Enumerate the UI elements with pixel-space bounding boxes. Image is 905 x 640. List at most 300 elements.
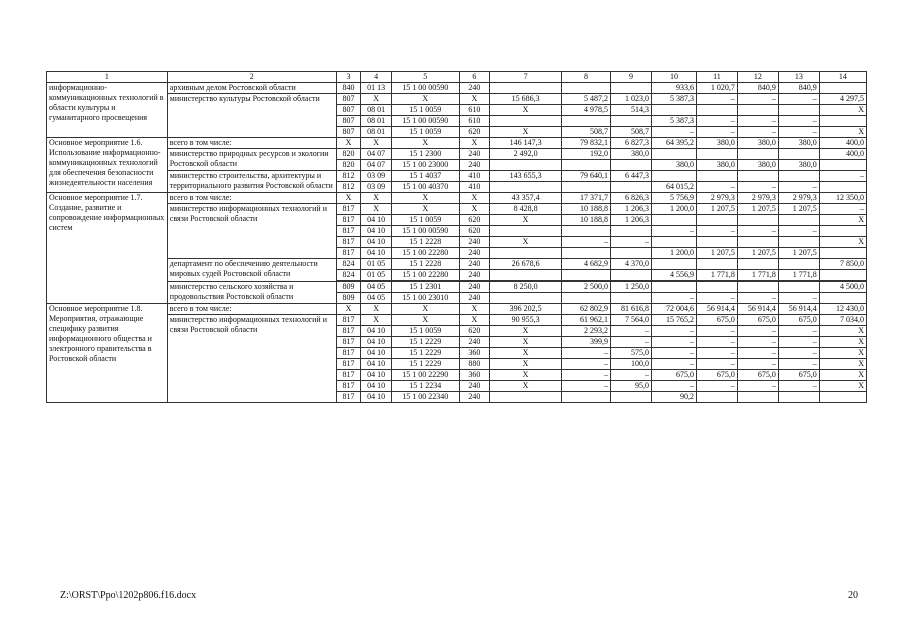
table-cell: – xyxy=(778,359,819,370)
table-cell: министерство сельского хозяйства и продовольствия Ростовской области xyxy=(167,282,336,304)
table-cell xyxy=(490,248,562,259)
table-cell: Х xyxy=(819,370,866,381)
table-cell xyxy=(778,282,819,293)
table-cell: 15 1 2301 xyxy=(391,282,459,293)
table-cell: Х xyxy=(490,381,562,392)
table-cell xyxy=(819,116,866,127)
table-cell: 03 09 xyxy=(361,182,392,193)
table-cell: 1 207,5 xyxy=(737,204,778,215)
table-cell xyxy=(490,83,562,94)
table-cell: 1 206,3 xyxy=(611,204,652,215)
table-cell: 240 xyxy=(459,248,490,259)
table-cell xyxy=(778,259,819,270)
table-cell: – xyxy=(737,116,778,127)
table-cell: – xyxy=(737,293,778,304)
table-cell xyxy=(737,171,778,182)
table-cell: Х xyxy=(459,315,490,326)
table-cell: 7 564,0 xyxy=(611,315,652,326)
table-cell xyxy=(696,171,737,182)
table-cell: Х xyxy=(391,304,459,315)
table-cell: 675,0 xyxy=(696,315,737,326)
table-cell xyxy=(561,116,610,127)
table-cell xyxy=(611,392,652,403)
table-cell: 610 xyxy=(459,116,490,127)
table-cell: 508,7 xyxy=(561,127,610,138)
table-cell: – xyxy=(737,348,778,359)
table-cell: 15 1 00 22340 xyxy=(391,392,459,403)
header-cell: 6 xyxy=(459,72,490,83)
table-cell: 240 xyxy=(459,160,490,171)
table-cell xyxy=(819,392,866,403)
table-cell: 72 004,6 xyxy=(651,304,696,315)
header-cell: 5 xyxy=(391,72,459,83)
table-row xyxy=(47,282,867,293)
table-cell: 15 1 2229 xyxy=(391,337,459,348)
table-cell xyxy=(490,116,562,127)
table-cell xyxy=(611,293,652,304)
table-cell: – xyxy=(737,337,778,348)
table-cell: – xyxy=(651,381,696,392)
table-cell: 90 955,3 xyxy=(490,315,562,326)
table-cell: Х xyxy=(391,193,459,204)
table-cell: 04 10 xyxy=(361,381,392,392)
header-cell: 10 xyxy=(651,72,696,83)
table-cell: 04 07 xyxy=(361,149,392,160)
table-cell: всего в том числе: xyxy=(167,193,336,204)
table-cell: 192,0 xyxy=(561,149,610,160)
table-cell: 820 xyxy=(336,160,361,171)
table-cell: – xyxy=(651,348,696,359)
table-cell: 15 1 2234 xyxy=(391,381,459,392)
table-cell xyxy=(778,215,819,226)
table-cell: Х xyxy=(819,348,866,359)
table-row xyxy=(47,304,867,315)
table-cell xyxy=(561,270,610,281)
table-cell: Х xyxy=(819,381,866,392)
header-row xyxy=(47,72,867,83)
table-cell: – xyxy=(611,237,652,248)
table-cell: 396 202,5 xyxy=(490,304,562,315)
table-cell: – xyxy=(778,293,819,304)
table-cell: – xyxy=(819,171,866,182)
table-cell: 817 xyxy=(336,237,361,248)
table-cell: 5 387,3 xyxy=(651,94,696,105)
table-cell xyxy=(651,105,696,116)
header-cell: 14 xyxy=(819,72,866,83)
table-cell: 4 682,9 xyxy=(561,259,610,270)
table-cell xyxy=(696,215,737,226)
table-cell: 56 914,4 xyxy=(737,304,778,315)
table-cell: Основное мероприятие 1.7. Создание, развитие и сопровождение информационных систем xyxy=(47,193,168,304)
table-cell xyxy=(490,392,562,403)
table-cell: 03 09 xyxy=(361,171,392,182)
table-cell: 08 01 xyxy=(361,127,392,138)
table-cell: – xyxy=(696,359,737,370)
table-cell: 08 01 xyxy=(361,116,392,127)
table-cell: – xyxy=(737,226,778,237)
table-cell xyxy=(561,83,610,94)
table-cell xyxy=(819,160,866,171)
table-cell: 812 xyxy=(336,182,361,193)
table-cell: – xyxy=(561,359,610,370)
table-cell: 1 200,0 xyxy=(651,204,696,215)
table-cell: 240 xyxy=(459,83,490,94)
table-cell: департамент по обеспечению деятельности мировых судей Ростовской области xyxy=(167,259,336,282)
table-cell: 79 832,1 xyxy=(561,138,610,149)
table-cell: 817 xyxy=(336,337,361,348)
table-cell: 410 xyxy=(459,171,490,182)
table-cell: 15 1 00 00590 xyxy=(391,226,459,237)
table-cell: 817 xyxy=(336,248,361,259)
table-cell: 90,2 xyxy=(651,392,696,403)
table-cell: – xyxy=(611,337,652,348)
table-cell: 410 xyxy=(459,182,490,193)
table-cell xyxy=(819,270,866,281)
table-cell: 1 771,8 xyxy=(696,270,737,281)
table-cell: 17 371,7 xyxy=(561,193,610,204)
table-cell: 8 428,8 xyxy=(490,204,562,215)
table-cell: 2 979,3 xyxy=(778,193,819,204)
table-cell: 15 1 00 22290 xyxy=(391,370,459,381)
table-cell: 240 xyxy=(459,282,490,293)
table-cell: 15 1 00 00590 xyxy=(391,116,459,127)
table-cell: 807 xyxy=(336,116,361,127)
table-cell: 840,9 xyxy=(737,83,778,94)
table-cell: – xyxy=(778,182,819,193)
table-cell xyxy=(819,293,866,304)
table-cell: 4 370,0 xyxy=(611,259,652,270)
table-cell: – xyxy=(819,204,866,215)
table-cell: 675,0 xyxy=(778,315,819,326)
table-cell: 380,0 xyxy=(696,138,737,149)
table-cell xyxy=(696,237,737,248)
table-cell: 4 500,0 xyxy=(819,282,866,293)
table-cell: 7 034,0 xyxy=(819,315,866,326)
table-cell: 817 xyxy=(336,204,361,215)
table-cell: Х xyxy=(391,204,459,215)
table-cell xyxy=(651,237,696,248)
table-cell: 04 10 xyxy=(361,215,392,226)
table-row xyxy=(47,315,867,326)
table-cell: 1 771,8 xyxy=(778,270,819,281)
table-cell: 1 207,5 xyxy=(778,248,819,259)
table-cell: Х xyxy=(459,193,490,204)
table-cell: 6 826,3 xyxy=(611,193,652,204)
table-cell: 64 015,2 xyxy=(651,182,696,193)
table-cell: 5 387,3 xyxy=(651,116,696,127)
header-cell: 2 xyxy=(167,72,336,83)
table-cell: Х xyxy=(490,127,562,138)
table-cell: – xyxy=(778,337,819,348)
table-cell: 840 xyxy=(336,83,361,94)
table-cell: – xyxy=(696,94,737,105)
table-cell: 62 802,9 xyxy=(561,304,610,315)
table-cell: 26 678,6 xyxy=(490,259,562,270)
table-cell: 240 xyxy=(459,337,490,348)
table-cell: Х xyxy=(490,370,562,381)
table-row xyxy=(47,94,867,105)
table-cell: Основное мероприятие 1.8. Мероприятия, отражающие специфику развития информационного общества и электронного правительства в Ростовской области xyxy=(47,304,168,403)
table-cell xyxy=(490,270,562,281)
table-cell: 817 xyxy=(336,326,361,337)
table-cell xyxy=(737,105,778,116)
table-cell: 933,6 xyxy=(651,83,696,94)
table-cell xyxy=(561,248,610,259)
table-cell: Х xyxy=(819,337,866,348)
table-cell: Х xyxy=(490,348,562,359)
table-cell: 380,0 xyxy=(611,149,652,160)
table-cell: 675,0 xyxy=(737,315,778,326)
table-cell: 380,0 xyxy=(737,138,778,149)
table-cell xyxy=(651,215,696,226)
table-cell: 675,0 xyxy=(737,370,778,381)
table-cell: – xyxy=(696,116,737,127)
table-cell xyxy=(561,226,610,237)
table-cell: – xyxy=(778,127,819,138)
table-cell: 1 250,0 xyxy=(611,282,652,293)
table-cell: Х xyxy=(336,193,361,204)
table-cell: 15 765,2 xyxy=(651,315,696,326)
table-cell: Х xyxy=(336,138,361,149)
table-cell xyxy=(696,105,737,116)
table-cell: 2 979,3 xyxy=(696,193,737,204)
table-cell: 04 10 xyxy=(361,337,392,348)
table-cell: 4 297,5 xyxy=(819,94,866,105)
table-cell xyxy=(490,293,562,304)
table-cell: 824 xyxy=(336,270,361,281)
table-cell: Х xyxy=(819,359,866,370)
table-cell: – xyxy=(696,182,737,193)
table-body xyxy=(47,72,867,403)
table-cell: 1 207,5 xyxy=(737,248,778,259)
table-cell xyxy=(651,149,696,160)
table-cell xyxy=(561,182,610,193)
table-cell: 8 250,0 xyxy=(490,282,562,293)
table-cell: 81 616,8 xyxy=(611,304,652,315)
table-cell: 15 1 2229 xyxy=(391,348,459,359)
table-cell: 360 xyxy=(459,370,490,381)
table-cell xyxy=(737,149,778,160)
table-cell: Х xyxy=(459,204,490,215)
header-cell: 11 xyxy=(696,72,737,83)
table-cell: 380,0 xyxy=(696,160,737,171)
table-cell: 817 xyxy=(336,359,361,370)
table-cell: 04 10 xyxy=(361,226,392,237)
table-cell: 514,3 xyxy=(611,105,652,116)
table-cell: – xyxy=(696,337,737,348)
table-cell: 1 207,5 xyxy=(696,204,737,215)
table-row xyxy=(47,204,867,215)
table-cell xyxy=(737,215,778,226)
table-cell: 10 188,8 xyxy=(561,215,610,226)
table-cell: 15 1 2228 xyxy=(391,237,459,248)
table-row xyxy=(47,171,867,182)
table-cell: – xyxy=(651,127,696,138)
table-cell: 812 xyxy=(336,171,361,182)
table-cell: 04 05 xyxy=(361,293,392,304)
table-cell xyxy=(490,226,562,237)
table-cell: 56 914,4 xyxy=(778,304,819,315)
table-cell: Х xyxy=(361,315,392,326)
table-cell: 809 xyxy=(336,293,361,304)
table-cell xyxy=(778,105,819,116)
table-cell: Х xyxy=(819,105,866,116)
table-cell: – xyxy=(696,226,737,237)
table-cell xyxy=(490,160,562,171)
table-cell: 15 1 00 22280 xyxy=(391,270,459,281)
table-cell: 675,0 xyxy=(651,370,696,381)
table-cell xyxy=(778,237,819,248)
table-cell: 15 1 00 22280 xyxy=(391,248,459,259)
table-cell: 15 1 2300 xyxy=(391,149,459,160)
table-cell: 12 350,0 xyxy=(819,193,866,204)
table-cell: – xyxy=(778,94,819,105)
table-cell xyxy=(819,182,866,193)
table-cell xyxy=(611,248,652,259)
table-cell: 15 1 0059 xyxy=(391,326,459,337)
table-cell: 1 207,5 xyxy=(696,248,737,259)
table-cell: Х xyxy=(361,193,392,204)
table-cell: 2 500,0 xyxy=(561,282,610,293)
table-cell: информационно-коммуникационных технологий в области культуры и гуманитарного просвещения xyxy=(47,83,168,138)
table-cell: 15 1 2228 xyxy=(391,259,459,270)
table-cell: Х xyxy=(361,138,392,149)
table-cell: – xyxy=(611,326,652,337)
table-cell: 15 1 4037 xyxy=(391,171,459,182)
table-cell: – xyxy=(737,94,778,105)
footer-file-path: Z:\ORST\Ppo\1202p806.f16.docx xyxy=(60,590,197,601)
table-cell: 840,9 xyxy=(778,83,819,94)
table-cell xyxy=(651,171,696,182)
table-cell: всего в том числе: xyxy=(167,138,336,149)
table-cell xyxy=(737,237,778,248)
table-cell: Х xyxy=(819,237,866,248)
table-cell: 04 05 xyxy=(361,282,392,293)
table-cell: 807 xyxy=(336,105,361,116)
table-cell: 04 10 xyxy=(361,359,392,370)
table-cell: – xyxy=(611,370,652,381)
table-cell: 1 023,0 xyxy=(611,94,652,105)
table-cell: – xyxy=(651,293,696,304)
table-cell: Х xyxy=(490,359,562,370)
table-cell: 817 xyxy=(336,370,361,381)
table-cell: 240 xyxy=(459,392,490,403)
table-cell: 01 05 xyxy=(361,270,392,281)
table-cell: 4 556,9 xyxy=(651,270,696,281)
header-cell: 7 xyxy=(490,72,562,83)
table-cell: 04 10 xyxy=(361,326,392,337)
table-cell: 240 xyxy=(459,270,490,281)
header-cell: 9 xyxy=(611,72,652,83)
table-cell: Х xyxy=(391,138,459,149)
table-cell: – xyxy=(651,359,696,370)
header-cell: 12 xyxy=(737,72,778,83)
table-cell: 15 1 0059 xyxy=(391,105,459,116)
table-cell: Х xyxy=(361,204,392,215)
table-cell: Х xyxy=(361,304,392,315)
table-cell: Х xyxy=(490,237,562,248)
table-cell xyxy=(651,259,696,270)
table-cell: 15 686,3 xyxy=(490,94,562,105)
table-cell xyxy=(611,160,652,171)
table-cell: – xyxy=(651,337,696,348)
table-cell: 807 xyxy=(336,127,361,138)
table-cell: Х xyxy=(361,94,392,105)
table-cell: 380,0 xyxy=(778,138,819,149)
table-cell: 399,9 xyxy=(561,337,610,348)
table-cell: Х xyxy=(391,315,459,326)
table-cell: – xyxy=(696,293,737,304)
table-cell xyxy=(611,182,652,193)
table-cell: 04 10 xyxy=(361,392,392,403)
table-cell: министерство информационных технологий и связи Ростовской области xyxy=(167,315,336,403)
table-cell: 15 1 00 23010 xyxy=(391,293,459,304)
table-cell: 817 xyxy=(336,226,361,237)
table-cell: – xyxy=(778,381,819,392)
table-row xyxy=(47,83,867,94)
table-cell: 380,0 xyxy=(778,160,819,171)
table-cell: министерство культуры Ростовской области xyxy=(167,94,336,138)
table-cell: Х xyxy=(459,94,490,105)
table-cell: – xyxy=(651,326,696,337)
table-cell: 1 771,8 xyxy=(737,270,778,281)
table-cell: 620 xyxy=(459,226,490,237)
table-cell: 15 1 0059 xyxy=(391,127,459,138)
table-cell: Х xyxy=(391,94,459,105)
table-cell: 400,0 xyxy=(819,149,866,160)
table-cell: 817 xyxy=(336,215,361,226)
table-cell xyxy=(696,259,737,270)
table-cell xyxy=(737,392,778,403)
table-cell: 6 447,3 xyxy=(611,171,652,182)
table-cell: 620 xyxy=(459,326,490,337)
table-cell xyxy=(737,259,778,270)
table-cell xyxy=(561,293,610,304)
table-cell: – xyxy=(651,226,696,237)
header-cell: 8 xyxy=(561,72,610,83)
table-cell: 240 xyxy=(459,259,490,270)
table-cell: 380,0 xyxy=(737,160,778,171)
table-cell: 610 xyxy=(459,105,490,116)
table-cell: 04 10 xyxy=(361,248,392,259)
header-cell: 3 xyxy=(336,72,361,83)
table-cell: Х xyxy=(819,326,866,337)
table-cell: министерство информационных технологий и связи Ростовской области xyxy=(167,204,336,259)
table-row xyxy=(47,138,867,149)
table-cell: 04 10 xyxy=(361,237,392,248)
table-cell xyxy=(819,248,866,259)
table-cell xyxy=(611,270,652,281)
table-cell: Х xyxy=(459,138,490,149)
table-cell: 620 xyxy=(459,127,490,138)
table-cell xyxy=(696,392,737,403)
header-cell: 1 xyxy=(47,72,168,83)
table-row xyxy=(47,193,867,204)
table-cell: 1 206,3 xyxy=(611,215,652,226)
table-cell: 2 492,0 xyxy=(490,149,562,160)
table-cell: 01 05 xyxy=(361,259,392,270)
page-number: 20 xyxy=(848,590,858,601)
table-cell xyxy=(611,116,652,127)
table-cell: 817 xyxy=(336,392,361,403)
table-cell: 4 978,5 xyxy=(561,105,610,116)
table-cell: 10 188,8 xyxy=(561,204,610,215)
table-cell: Х xyxy=(819,215,866,226)
table-cell xyxy=(561,160,610,171)
header-cell: 13 xyxy=(778,72,819,83)
table-cell xyxy=(696,282,737,293)
table-cell: 12 430,0 xyxy=(819,304,866,315)
